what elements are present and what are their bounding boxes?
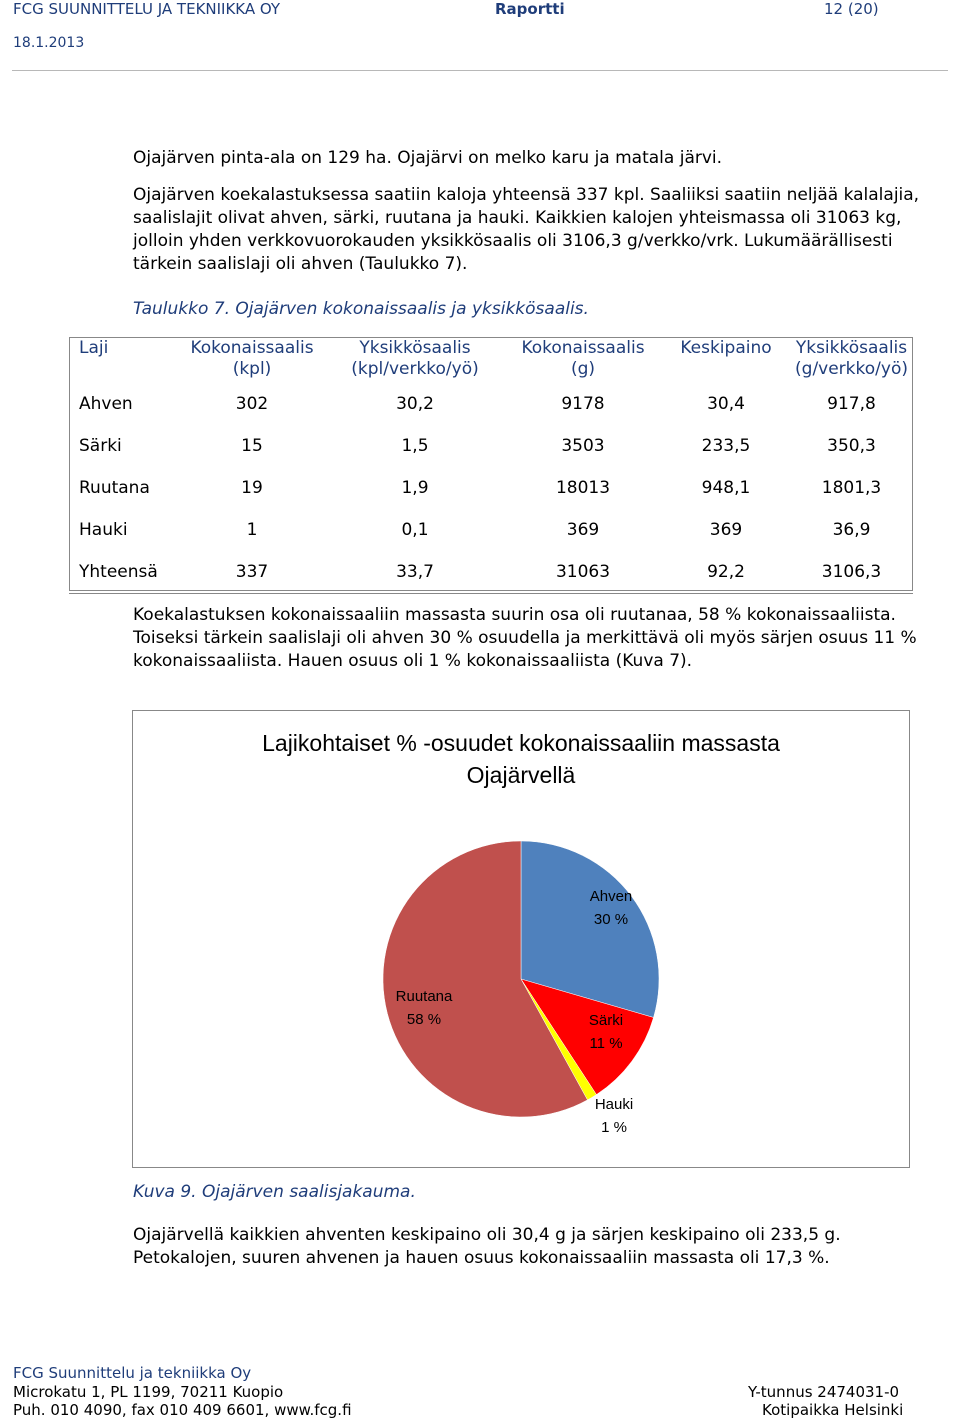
table-row [69, 425, 913, 467]
table-cell: 3503 [561, 436, 605, 456]
table-cell: 1,9 [401, 478, 429, 498]
table-cell: 948,1 [701, 478, 751, 498]
table-cell: Särki [79, 436, 122, 456]
table-header-cell: Laji [79, 338, 109, 358]
pie-label-percent-ahven: 30 % [593, 911, 629, 928]
table-header-row [69, 337, 913, 383]
table-row [69, 467, 913, 509]
footer-address: Microkatu 1, PL 1199, 70211 Kuopio [13, 1383, 284, 1401]
pie-label-percent-särki: 11 % [589, 1035, 623, 1052]
table-cell: 33,7 [326, 551, 504, 594]
table-caption: Taulukko 7. Ojajärven kokonaissaalis ja yksikkösaalis. [133, 299, 589, 319]
paragraph-average-weights: Ojajärvellä kaikkien ahventen keskipaino oli 30,4 g ja särjen keskipaino oli 233,5 g. Petokalojen, suuren ahvenen ja hauen osuus kokonaissaaliin massasta oli 17,3 %. [133, 1225, 841, 1268]
table-cell: 18013 [555, 478, 611, 498]
pie-label-name-ruutana: Ruutana [395, 988, 453, 1005]
table-cell: 30,2 [396, 394, 434, 414]
pie-chart-frame [132, 710, 910, 1168]
table-cell: Ruutana [79, 478, 150, 498]
paragraph-lake-area: Ojajärven pinta-ala on 129 ha. Ojajärvi on melko karu ja matala järvi. [133, 148, 723, 168]
table-cell: 1,5 [401, 436, 429, 456]
table-header-cell: Yksikkösaalis (kpl/verkko/yö) [351, 338, 479, 379]
footer-contact: Puh. 010 4090, fax 010 409 6601, www.fcg.fi [13, 1401, 352, 1419]
table-cell: 1801,3 [821, 478, 882, 498]
table-header-cell: Kokonaissaalis (kpl) [190, 338, 314, 379]
table-cell: 9178 [561, 394, 605, 414]
header-doc-type: Raportti [495, 0, 565, 18]
paragraph-mass-distribution: Koekalastuksen kokonaissaaliin massasta suurin osa oli ruutanaa, 58 % kokonaissaaliista. Toiseksi tärkein saalislaji oli ahven 30 % osuudella ja merkittävä oli myös särjen osuus 11 % kokonaissaaliista. Hauen osuus oli 1 % kokonaissaaliista (Kuva 7). [133, 605, 917, 671]
chart-title-line-1: Lajikohtaiset % -osuudet kokonaissaaliin massasta [262, 730, 780, 756]
table-cell: 30,4 [707, 394, 745, 414]
pie-label-percent-hauki: 1 % [601, 1119, 627, 1136]
footer-business-id: Y-tunnus 2474031-0 [748, 1383, 900, 1401]
table-row [69, 509, 913, 551]
pie-label-name-särki: Särki [588, 1012, 624, 1029]
table-cell: 233,5 [701, 436, 751, 456]
table-cell: 369 [566, 520, 600, 540]
footer-domicile: Kotipaikka Helsinki [762, 1401, 904, 1419]
table-cell: 31063 [504, 551, 662, 594]
table-header-cell: Keskipaino [680, 338, 772, 358]
catch-table [69, 337, 913, 594]
table-cell: 369 [709, 520, 743, 540]
table-row [69, 551, 913, 594]
header-date: 18.1.2013 [13, 35, 85, 51]
table-cell: 0,1 [401, 520, 429, 540]
table-header-cell: Kokonaissaalis (g) [521, 338, 645, 379]
table-cell: 3106,3 [790, 551, 913, 594]
table-row [69, 383, 913, 425]
footer-company: FCG Suunnittelu ja tekniikka Oy [13, 1364, 252, 1382]
header-divider [12, 70, 948, 71]
pie-chart [133, 711, 909, 1167]
chart-title-line-2: Ojajärvellä [466, 762, 576, 788]
table-cell: 1 [246, 520, 258, 540]
table-cell: Yhteensä [69, 551, 178, 594]
pie-label-name-hauki: Hauki [594, 1096, 634, 1113]
table-cell: Ahven [79, 394, 133, 414]
table-cell: 350,3 [827, 436, 876, 456]
pie-label-name-ahven: Ahven [589, 888, 633, 905]
pie-label-percent-ruutana: 58 % [406, 1011, 442, 1028]
header-company: FCG SUUNNITTELU JA TEKNIIKKA OY [13, 0, 281, 18]
table-cell: 15 [241, 436, 263, 456]
paragraph-catch-summary: Ojajärven koekalastuksessa saatiin kaloja yhteensä 337 kpl. Saaliiksi saatiin neljää kalalajia, saalislajit olivat ahven, särki, ruutana ja hauki. Kaikkien kalojen yhteismassa oli 31063 kg, jolloin yhden verkkovuorokauden yksikkösaalis oli 3106,3 g/verkko/vrk. Lukumäärällisesti tärkein saalislaji oli ahven (Taulukko 7). [133, 185, 920, 274]
table-header-cell: Yksikkösaalis (g/verkko/yö) [795, 338, 908, 379]
table-cell: 92,2 [662, 551, 790, 594]
table-cell: 337 [178, 551, 326, 594]
table-cell: 917,8 [827, 394, 876, 414]
table-cell: Hauki [79, 520, 128, 540]
table-cell: 19 [241, 478, 263, 498]
header-page-number: 12 (20) [824, 0, 879, 18]
table-cell: 36,9 [832, 520, 871, 540]
figure-caption: Kuva 9. Ojajärven saalisjakauma. [133, 1182, 416, 1202]
table-cell: 302 [235, 394, 269, 414]
